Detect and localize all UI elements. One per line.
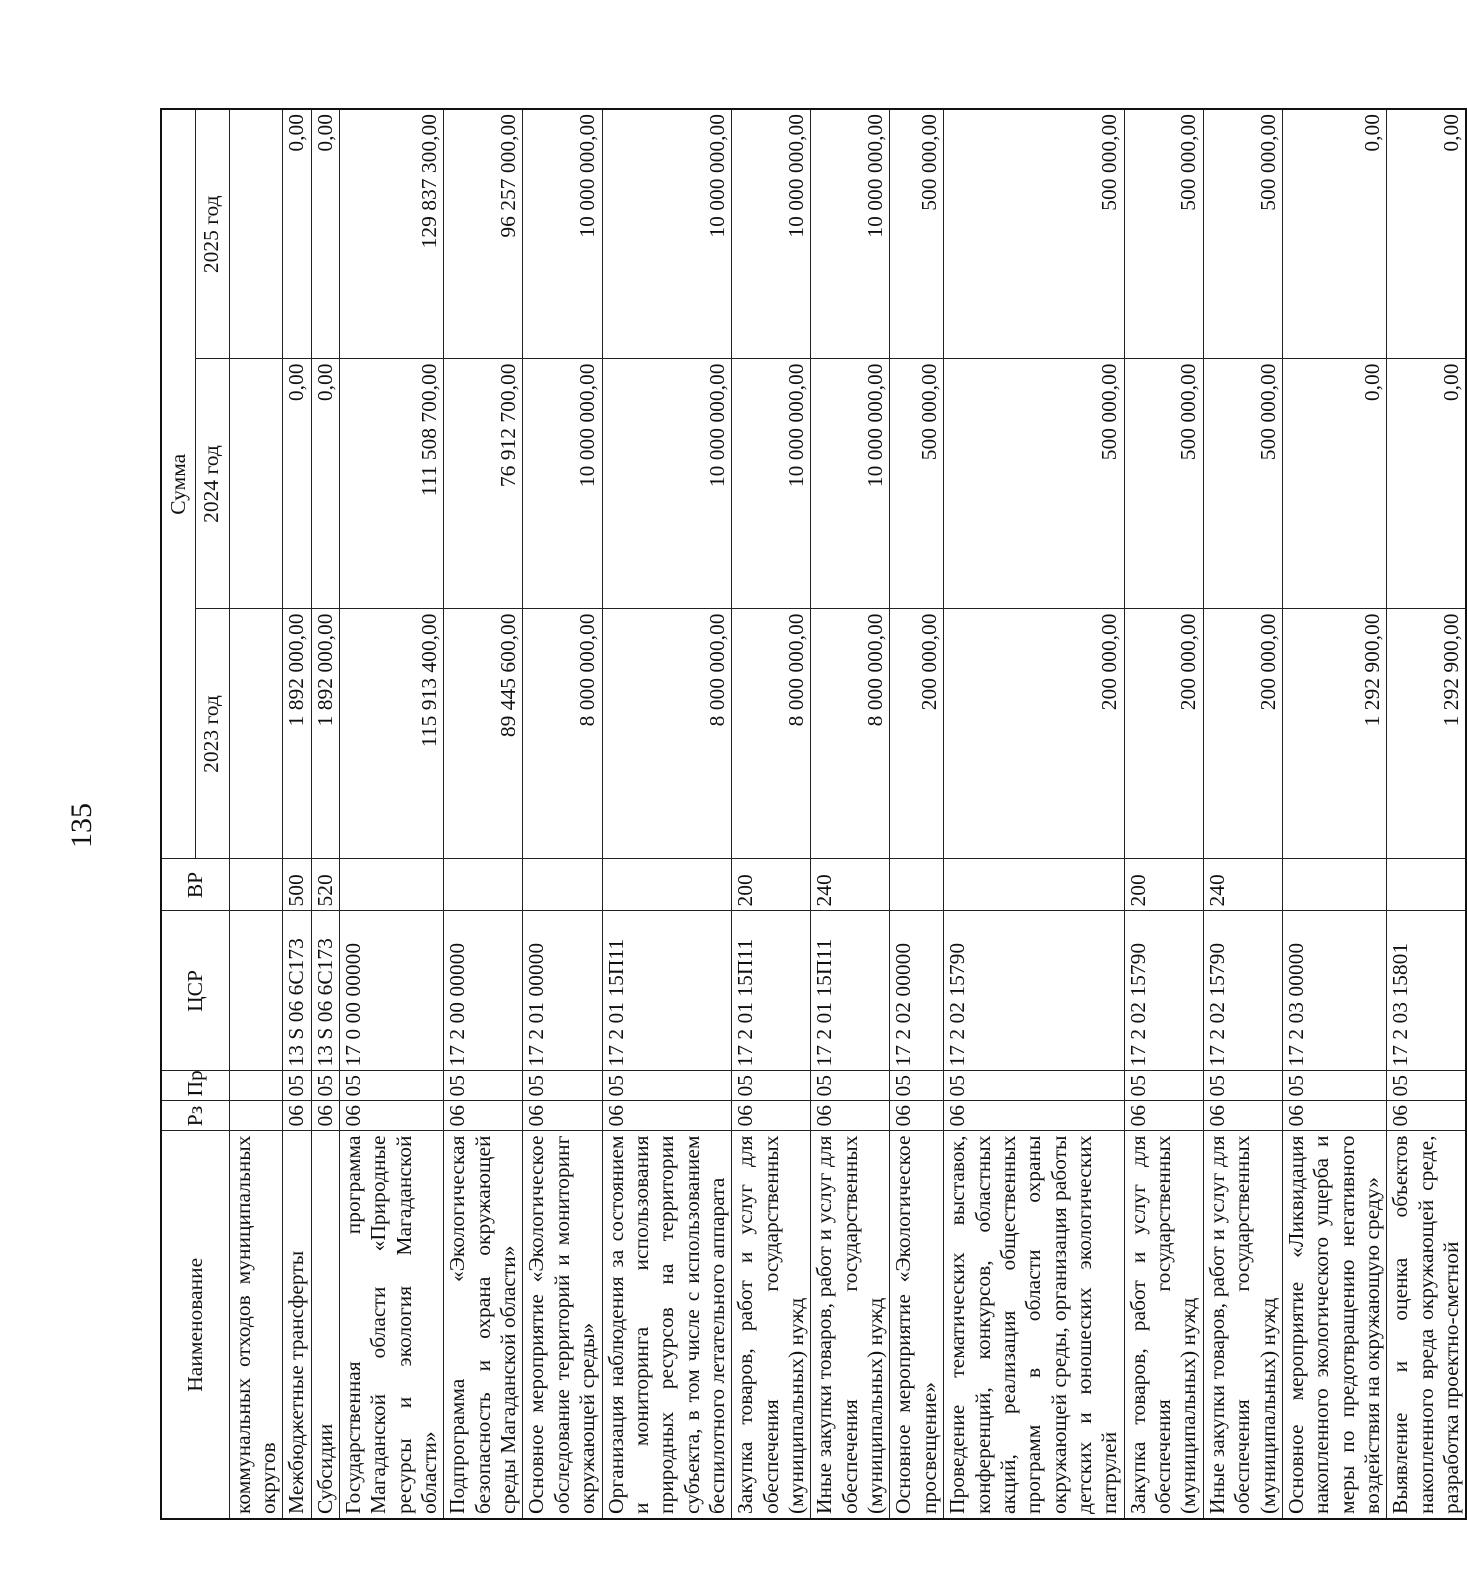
cell-rz: 06 <box>311 1101 339 1131</box>
cell-csr: 17 0 00 00000 <box>339 911 443 1071</box>
cell-y2025: 500 000,00 <box>1203 109 1282 359</box>
cell-y2023: 1 892 000,00 <box>283 609 311 859</box>
cell-name: Организация наблюдения за состоянием и мониторинга использования природных ресурсов на территории субъекта, в том числе с использованием беспилотного летательного аппарата <box>602 1131 732 1519</box>
cell-y2024: 500 000,00 <box>944 359 1125 609</box>
cell-csr: 17 2 03 15801 <box>1387 911 1467 1071</box>
cell-y2023: 1 892 000,00 <box>311 609 339 859</box>
cell-name: Проведение тематических выставок, конференций, конкурсов, областных акций, реализация общественных программ в области охраны окружающей среды, организация работы детских и юношеских экологических патрулей <box>944 1131 1125 1519</box>
cell-rz: 06 <box>444 1101 523 1131</box>
cell-y2025 <box>229 109 283 359</box>
cell-rz: 06 <box>944 1101 1125 1131</box>
table-row <box>944 109 1125 1519</box>
cell-y2023: 1 292 900,00 <box>1387 609 1467 859</box>
cell-rz: 06 <box>811 1101 890 1131</box>
cell-y2024: 500 000,00 <box>890 359 944 609</box>
cell-vr <box>890 859 944 911</box>
cell-vr: 520 <box>311 859 339 911</box>
cell-vr: 200 <box>1124 859 1203 911</box>
cell-csr: 17 2 03 00000 <box>1282 911 1386 1071</box>
cell-pr: 05 <box>890 1071 944 1101</box>
table-row <box>1282 109 1386 1519</box>
cell-csr <box>229 911 283 1071</box>
cell-rz: 06 <box>1387 1101 1467 1131</box>
table-row <box>1124 109 1203 1519</box>
cell-pr: 05 <box>283 1071 311 1101</box>
cell-vr: 240 <box>1203 859 1282 911</box>
cell-y2024: 500 000,00 <box>1203 359 1282 609</box>
cell-csr: 17 2 02 15790 <box>1124 911 1203 1071</box>
table-row <box>311 109 339 1519</box>
cell-pr: 05 <box>1387 1071 1467 1101</box>
cell-rz: 06 <box>283 1101 311 1131</box>
cell-name: Субсидии <box>311 1131 339 1519</box>
cell-name: Закупка товаров, работ и услуг для обеспечения государственных (муниципальных) нужд <box>732 1131 811 1519</box>
table-row <box>523 109 602 1519</box>
cell-y2023: 8 000 000,00 <box>811 609 890 859</box>
cell-name: Государственная программа Магаданской области «Природные ресурсы и экология Магаданской области» <box>339 1131 443 1519</box>
cell-rz <box>229 1101 283 1131</box>
table-row <box>732 109 811 1519</box>
cell-y2025: 129 837 300,00 <box>339 109 443 359</box>
cell-name: Иные закупки товаров, работ и услуг для обеспечения государственных (муниципальных) нужд <box>1203 1131 1282 1519</box>
cell-vr <box>444 859 523 911</box>
rotated-table-container <box>160 110 1464 1520</box>
table-row <box>1387 109 1467 1519</box>
table-body <box>229 109 1466 1519</box>
cell-vr: 500 <box>283 859 311 911</box>
cell-y2023: 200 000,00 <box>1124 609 1203 859</box>
header-rz: Рз <box>161 1101 229 1131</box>
cell-pr: 05 <box>811 1071 890 1101</box>
cell-y2023: 115 913 400,00 <box>339 609 443 859</box>
cell-pr: 05 <box>1124 1071 1203 1101</box>
cell-pr: 05 <box>602 1071 732 1101</box>
header-vr: ВР <box>161 859 229 911</box>
cell-y2025: 500 000,00 <box>944 109 1125 359</box>
cell-y2023: 8 000 000,00 <box>602 609 732 859</box>
cell-y2024: 10 000 000,00 <box>732 359 811 609</box>
cell-y2025: 0,00 <box>283 109 311 359</box>
header-year-2024: 2024 год <box>195 359 229 609</box>
cell-y2023: 8 000 000,00 <box>732 609 811 859</box>
cell-csr: 13 S 06 6С173 <box>283 911 311 1071</box>
cell-rz: 06 <box>339 1101 443 1131</box>
cell-name: Выявление и оценка объектов накопленного вреда окружающей среде, разработка проектно-сметной <box>1387 1131 1467 1519</box>
cell-rz: 06 <box>732 1101 811 1131</box>
cell-rz: 06 <box>523 1101 602 1131</box>
cell-y2023: 8 000 000,00 <box>523 609 602 859</box>
cell-vr <box>229 859 283 911</box>
cell-y2024: 0,00 <box>1387 359 1467 609</box>
cell-rz: 06 <box>1282 1101 1386 1131</box>
table-row <box>890 109 944 1519</box>
cell-csr: 13 S 06 6С173 <box>311 911 339 1071</box>
cell-y2023: 200 000,00 <box>890 609 944 859</box>
cell-vr <box>602 859 732 911</box>
cell-y2024: 10 000 000,00 <box>602 359 732 609</box>
cell-vr <box>523 859 602 911</box>
header-summa: Сумма <box>161 109 195 859</box>
cell-y2025: 96 257 000,00 <box>444 109 523 359</box>
cell-vr <box>944 859 1125 911</box>
cell-csr: 17 2 02 00000 <box>890 911 944 1071</box>
cell-y2025: 10 000 000,00 <box>523 109 602 359</box>
cell-y2023: 200 000,00 <box>1203 609 1282 859</box>
header-year-2025: 2025 год <box>195 109 229 359</box>
cell-name: коммунальных отходов муниципальных округов <box>229 1131 283 1519</box>
cell-y2025: 0,00 <box>311 109 339 359</box>
cell-vr <box>1282 859 1386 911</box>
cell-pr: 05 <box>732 1071 811 1101</box>
cell-pr: 05 <box>311 1071 339 1101</box>
cell-y2024: 111 508 700,00 <box>339 359 443 609</box>
cell-y2023: 1 292 900,00 <box>1282 609 1386 859</box>
table-row <box>602 109 732 1519</box>
cell-y2023: 200 000,00 <box>944 609 1125 859</box>
cell-name: Основное мероприятие «Ликвидация накопленного экологического ущерба и меры по предотвращению негативного воздействия на окружающую среду» <box>1282 1131 1386 1519</box>
cell-y2024: 0,00 <box>311 359 339 609</box>
cell-csr: 17 2 01 15П11 <box>811 911 890 1071</box>
cell-y2025: 500 000,00 <box>1124 109 1203 359</box>
cell-pr: 05 <box>1282 1071 1386 1101</box>
cell-csr: 17 2 01 15П11 <box>732 911 811 1071</box>
cell-vr <box>1387 859 1467 911</box>
cell-csr: 17 2 01 00000 <box>523 911 602 1071</box>
table-row <box>339 109 443 1519</box>
cell-y2025: 0,00 <box>1282 109 1386 359</box>
cell-y2025: 10 000 000,00 <box>732 109 811 359</box>
table-row <box>229 109 283 1519</box>
cell-name: Основное мероприятие «Экологическое просвещение» <box>890 1131 944 1519</box>
cell-rz: 06 <box>890 1101 944 1131</box>
cell-csr: 17 2 01 15П11 <box>602 911 732 1071</box>
cell-y2024: 0,00 <box>1282 359 1386 609</box>
header-pr: Пр <box>161 1071 229 1101</box>
cell-pr <box>229 1071 283 1101</box>
cell-y2023: 89 445 600,00 <box>444 609 523 859</box>
cell-rz: 06 <box>602 1101 732 1131</box>
cell-y2025: 10 000 000,00 <box>602 109 732 359</box>
cell-pr: 05 <box>523 1071 602 1101</box>
cell-csr: 17 2 02 15790 <box>1203 911 1282 1071</box>
header-name: Наименование <box>161 1131 229 1519</box>
cell-y2024 <box>229 359 283 609</box>
cell-name: Иные закупки товаров, работ и услуг для обеспечения государственных (муниципальных) нужд <box>811 1131 890 1519</box>
cell-y2024: 0,00 <box>283 359 311 609</box>
cell-vr: 200 <box>732 859 811 911</box>
table-row <box>283 109 311 1519</box>
cell-name: Подпрограмма «Экологическая безопасность и охрана окружающей среды Магаданской области» <box>444 1131 523 1519</box>
table-row <box>444 109 523 1519</box>
cell-name: Основное мероприятие «Экологическое обследование территорий и мониторинг окружающей среды» <box>523 1131 602 1519</box>
cell-y2024: 10 000 000,00 <box>523 359 602 609</box>
cell-y2024: 76 912 700,00 <box>444 359 523 609</box>
table-row <box>811 109 890 1519</box>
cell-y2025: 0,00 <box>1387 109 1467 359</box>
cell-pr: 05 <box>1203 1071 1282 1101</box>
header-year-2023: 2023 год <box>195 609 229 859</box>
cell-y2025: 10 000 000,00 <box>811 109 890 359</box>
header-csr: ЦСР <box>161 911 229 1071</box>
cell-name: Закупка товаров, работ и услуг для обеспечения государственных (муниципальных) нужд <box>1124 1131 1203 1519</box>
cell-vr <box>339 859 443 911</box>
cell-vr: 240 <box>811 859 890 911</box>
cell-y2024: 10 000 000,00 <box>811 359 890 609</box>
table-row <box>1203 109 1282 1519</box>
cell-y2023 <box>229 609 283 859</box>
cell-pr: 05 <box>444 1071 523 1101</box>
cell-rz: 06 <box>1124 1101 1203 1131</box>
budget-table <box>160 108 1467 1520</box>
cell-pr: 05 <box>339 1071 443 1101</box>
cell-y2024: 500 000,00 <box>1124 359 1203 609</box>
cell-pr: 05 <box>944 1071 1125 1101</box>
cell-csr: 17 2 00 00000 <box>444 911 523 1071</box>
cell-name: Межбюджетные трансферты <box>283 1131 311 1519</box>
cell-rz: 06 <box>1203 1101 1282 1131</box>
cell-y2025: 500 000,00 <box>890 109 944 359</box>
cell-csr: 17 2 02 15790 <box>944 911 1125 1071</box>
page-number: 135 <box>65 803 98 848</box>
